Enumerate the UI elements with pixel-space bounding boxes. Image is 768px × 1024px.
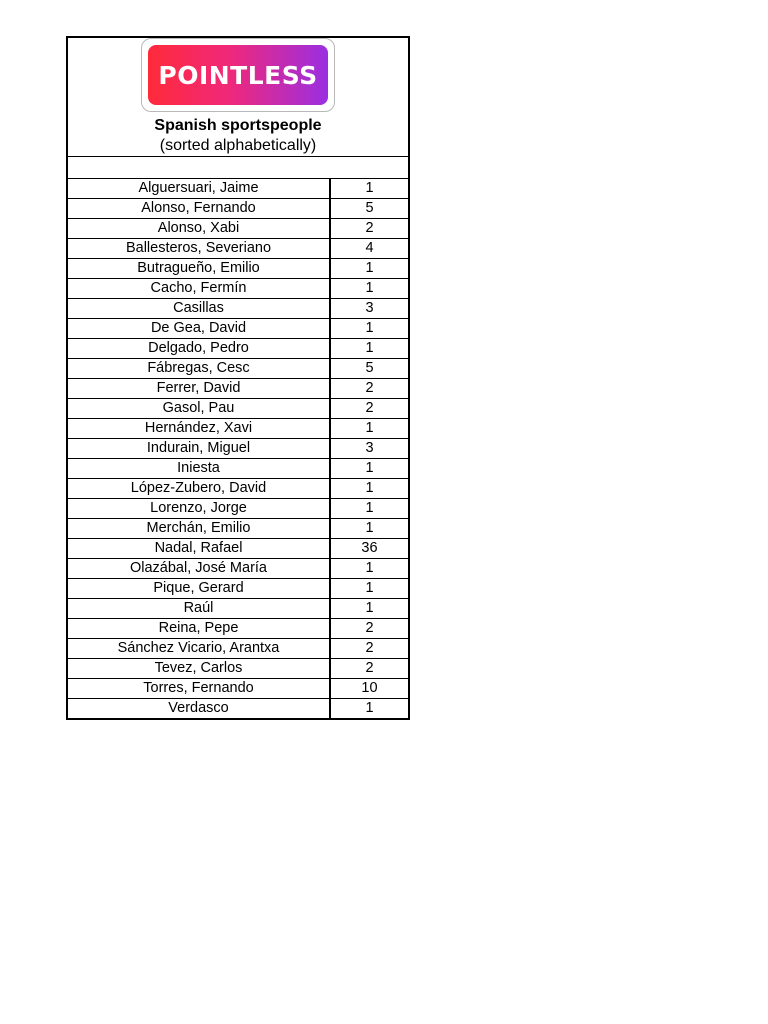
table-row — [68, 239, 408, 259]
sheet-title — [68, 116, 408, 156]
answer-score: 1 — [365, 280, 374, 296]
answer-score: 1 — [365, 340, 374, 356]
answer-name: Alonso, Fernando — [68, 199, 331, 218]
answer-name: Pique, Gerard — [68, 579, 331, 598]
answer-name: Delgado, Pedro — [68, 339, 331, 358]
answer-score: 3 — [365, 440, 374, 456]
answer-score: 1 — [365, 500, 374, 516]
answer-name: Casillas — [68, 299, 331, 318]
logo-frame — [141, 38, 335, 112]
answer-table — [68, 179, 408, 718]
table-row — [68, 219, 408, 239]
answer-score: 2 — [365, 220, 374, 236]
answer-name: Hernández, Xavi — [68, 419, 331, 438]
answer-name: Butragueño, Emilio — [68, 259, 331, 278]
answer-score: 1 — [365, 600, 374, 616]
table-row — [68, 539, 408, 559]
answer-score: 1 — [365, 480, 374, 496]
table-row — [68, 499, 408, 519]
table-row — [68, 639, 408, 659]
table-row — [68, 319, 408, 339]
answer-name: Tevez, Carlos — [68, 659, 331, 678]
table-row — [68, 579, 408, 599]
answer-score: 2 — [365, 380, 374, 396]
pointless-logo — [148, 45, 328, 105]
answer-sheet — [66, 36, 410, 720]
answer-score: 1 — [365, 520, 374, 536]
table-row — [68, 679, 408, 699]
table-row — [68, 379, 408, 399]
answer-score: 5 — [365, 200, 374, 216]
logo-text: POINTLESS — [158, 60, 318, 90]
table-row — [68, 659, 408, 679]
table-row — [68, 399, 408, 419]
sheet-header — [68, 38, 408, 157]
answer-score: 2 — [365, 660, 374, 676]
answer-name: Fábregas, Cesc — [68, 359, 331, 378]
table-row — [68, 339, 408, 359]
answer-score: 1 — [365, 420, 374, 436]
table-row — [68, 599, 408, 619]
table-row — [68, 559, 408, 579]
table-row — [68, 199, 408, 219]
table-row — [68, 519, 408, 539]
answer-name: Ferrer, David — [68, 379, 331, 398]
table-row — [68, 179, 408, 199]
answer-name: Merchán, Emilio — [68, 519, 331, 538]
table-row — [68, 359, 408, 379]
answer-name: Alguersuari, Jaime — [68, 179, 331, 198]
table-row — [68, 699, 408, 718]
blank-row — [68, 157, 408, 179]
answer-score: 4 — [365, 240, 374, 256]
title-line-1: Spanish sportspeople — [154, 117, 322, 134]
answer-score: 1 — [365, 460, 374, 476]
answer-score: 1 — [365, 560, 374, 576]
answer-name: Gasol, Pau — [68, 399, 331, 418]
table-row — [68, 619, 408, 639]
answer-score: 1 — [365, 320, 374, 336]
answer-name: López-Zubero, David — [68, 479, 331, 498]
answer-score: 1 — [365, 180, 374, 196]
table-row — [68, 259, 408, 279]
answer-name: De Gea, David — [68, 319, 331, 338]
answer-name: Verdasco — [68, 699, 331, 718]
answer-score: 1 — [365, 580, 374, 596]
table-row — [68, 439, 408, 459]
table-row — [68, 299, 408, 319]
answer-name: Sánchez Vicario, Arantxa — [68, 639, 331, 658]
table-row — [68, 419, 408, 439]
answer-score: 10 — [361, 680, 378, 696]
answer-score: 2 — [365, 400, 374, 416]
answer-name: Cacho, Fermín — [68, 279, 331, 298]
title-line-2: (sorted alphabetically) — [159, 137, 317, 154]
answer-name: Reina, Pepe — [68, 619, 331, 638]
answer-score: 2 — [365, 640, 374, 656]
answer-name: Indurain, Miguel — [68, 439, 331, 458]
answer-score: 2 — [365, 620, 374, 636]
answer-name: Iniesta — [68, 459, 331, 478]
table-row — [68, 279, 408, 299]
table-row — [68, 459, 408, 479]
answer-name: Olazábal, José María — [68, 559, 331, 578]
answer-name: Nadal, Rafael — [68, 539, 331, 558]
answer-name: Raúl — [68, 599, 331, 618]
answer-name: Torres, Fernando — [68, 679, 331, 698]
answer-score: 1 — [365, 700, 374, 716]
answer-name: Ballesteros, Severiano — [68, 239, 331, 258]
answer-score: 36 — [361, 540, 378, 556]
answer-name: Lorenzo, Jorge — [68, 499, 331, 518]
answer-score: 3 — [365, 300, 374, 316]
table-row — [68, 479, 408, 499]
answer-score: 5 — [365, 360, 374, 376]
answer-name: Alonso, Xabi — [68, 219, 331, 238]
answer-score: 1 — [365, 260, 374, 276]
